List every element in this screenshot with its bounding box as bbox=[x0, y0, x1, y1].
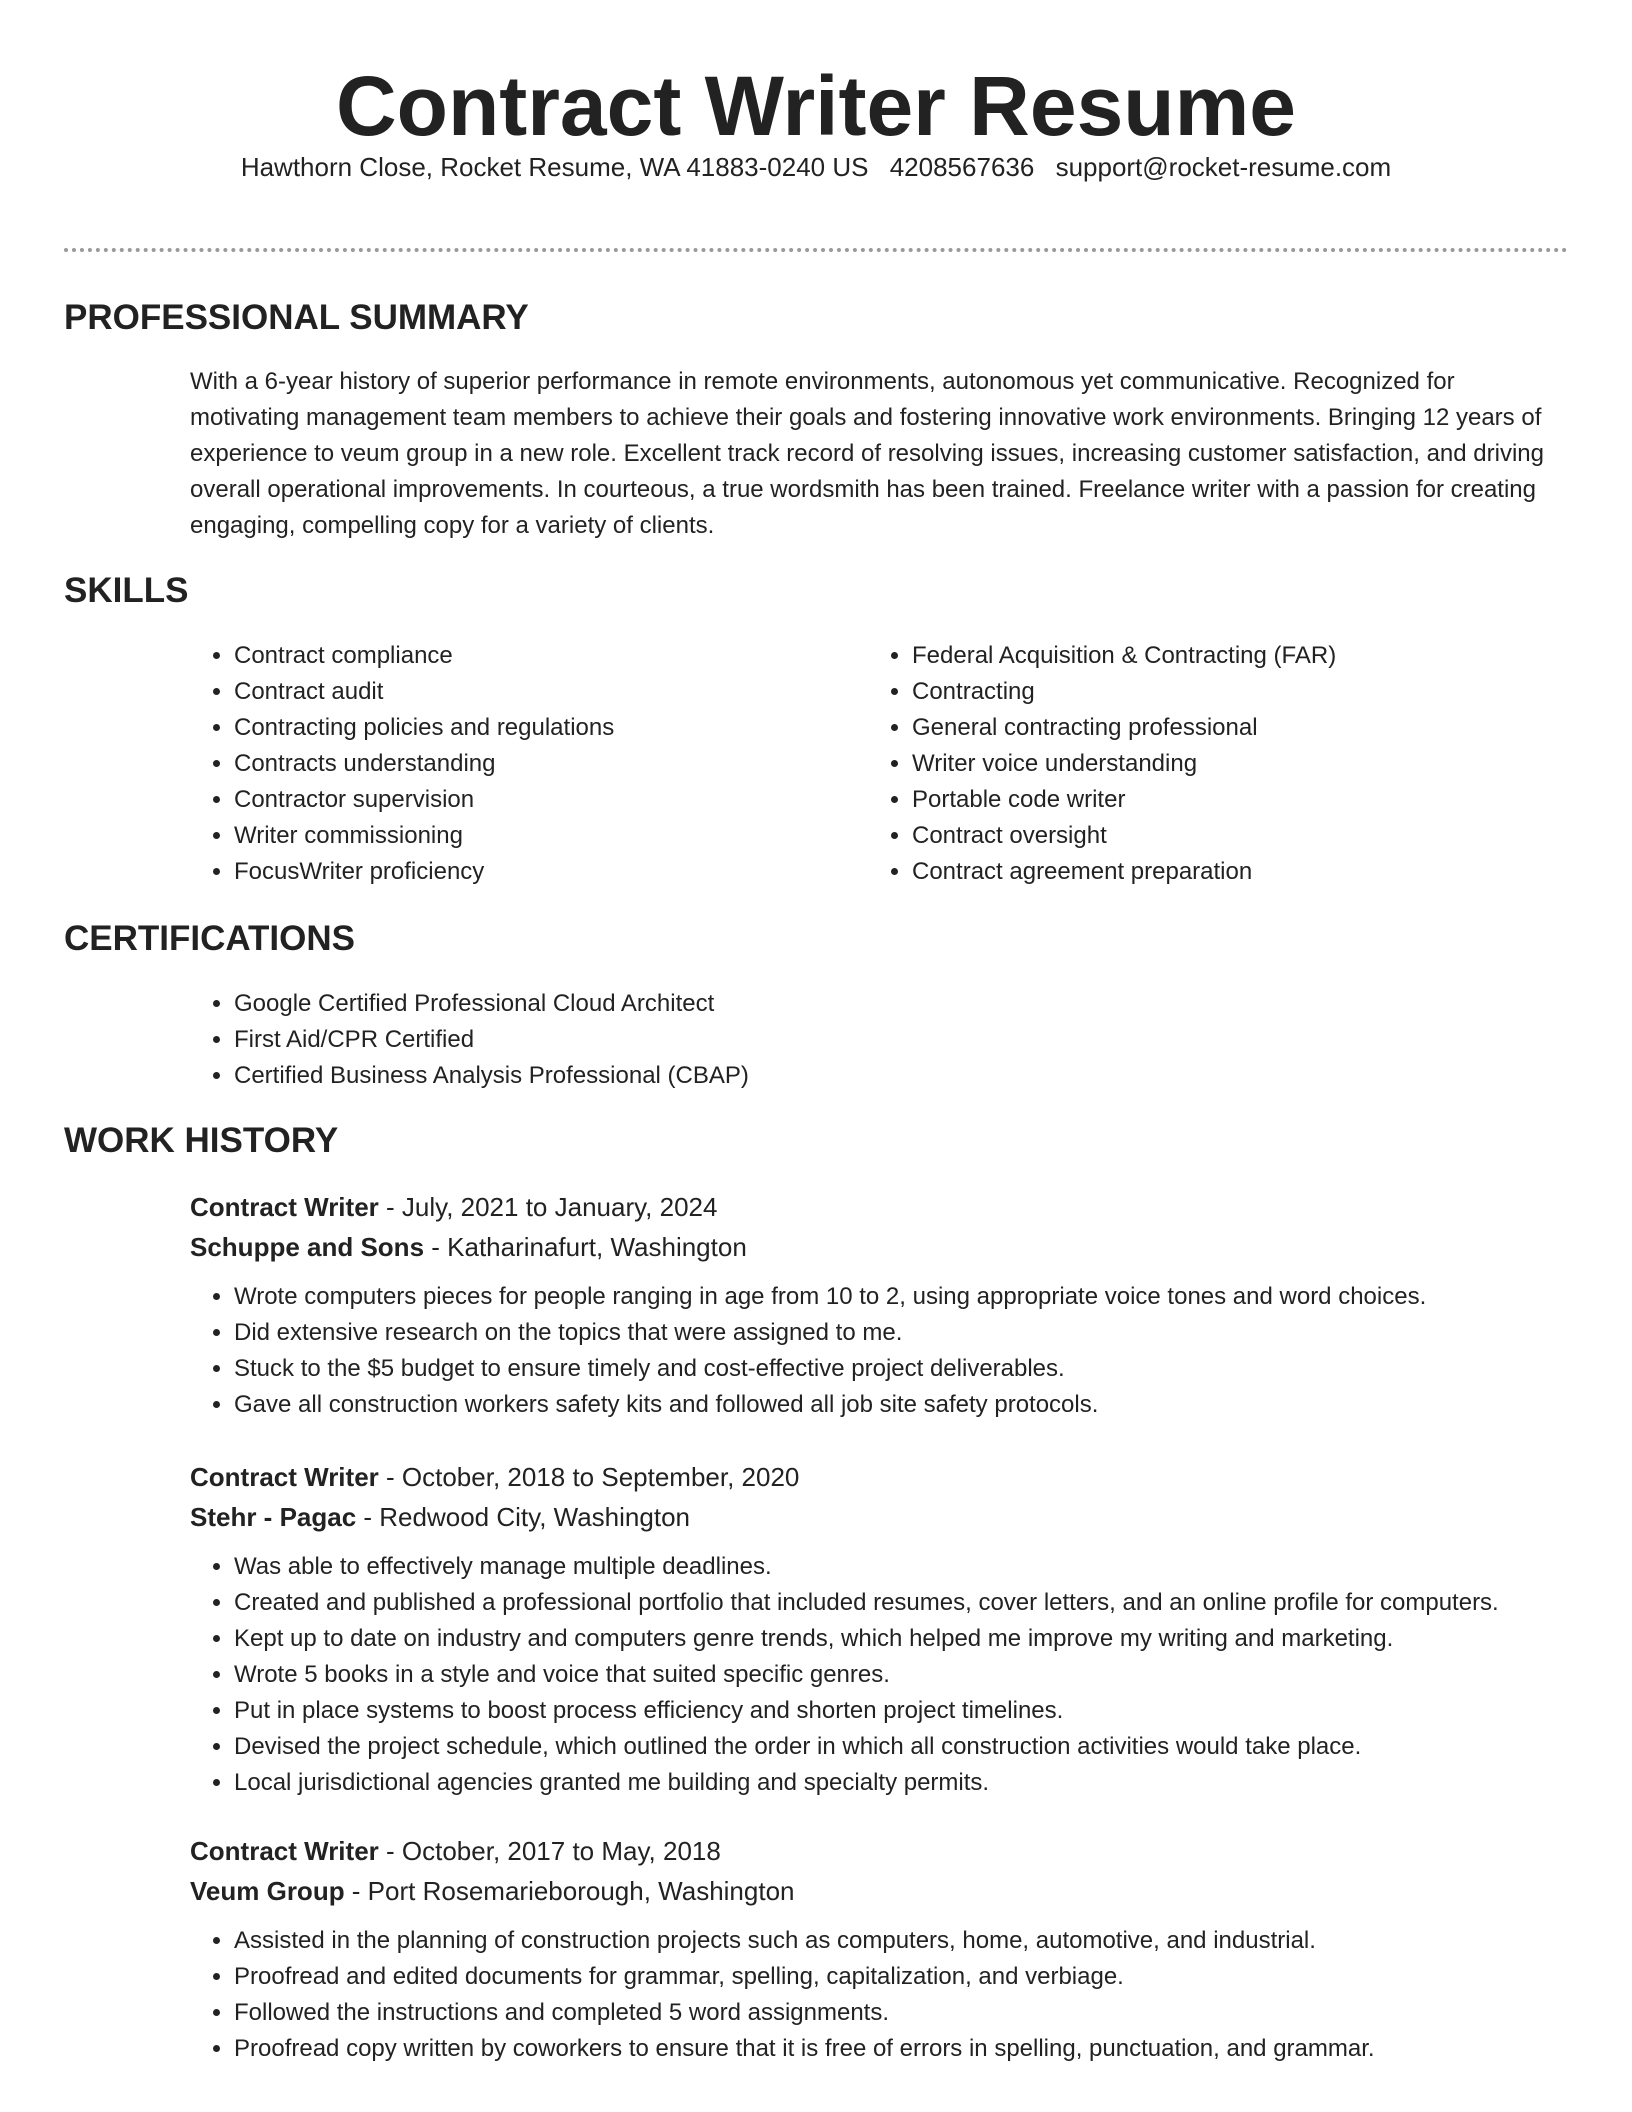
job-bullet: • Devised the project schedule, which outlined the order in which all construction activities would take place. bbox=[234, 1729, 1568, 1765]
certification-item: • Certified Business Analysis Professional (CBAP) bbox=[234, 1058, 749, 1094]
job-bullet: • Wrote 5 books in a style and voice that suited specific genres. bbox=[234, 1657, 1568, 1693]
skill-item: • Contractor supervision bbox=[234, 782, 830, 818]
contact-phone: 4208567636 bbox=[889, 152, 1035, 182]
summary-text: With a 6-year history of superior performance in remote environments, autonomous yet communicative. Recognized for motivating management team members to achieve their goals and fostering innovative work environments. Bringing 12 years of experience to veum group in a new role. Excellent track record of resolving issues, increasing customer satisfaction, and driving overall operational improvements. In courteous, a true wordsmith has been trained. Freelance writer with a passion for creating engaging, compelling copy for a variety of clients. bbox=[190, 368, 1544, 539]
contact-address: Hawthorn Close, Rocket Resume, WA 41883-0240 US bbox=[240, 152, 869, 182]
skill-item: • Contract compliance bbox=[234, 638, 830, 674]
job-bullet: • Local jurisdictional agencies granted me building and specialty permits. bbox=[234, 1765, 1568, 1801]
contact-line bbox=[0, 150, 1632, 184]
job-location: - Port Rosemarieborough, Washington bbox=[344, 1876, 795, 1906]
job-role: Contract Writer bbox=[190, 1836, 379, 1866]
job-bullets bbox=[190, 1279, 1568, 1423]
certification-item: • Google Certified Professional Cloud Architect bbox=[234, 986, 749, 1022]
job-company: Veum Group bbox=[190, 1876, 345, 1906]
certifications-block bbox=[190, 986, 749, 1094]
skill-item: • Portable code writer bbox=[912, 782, 1508, 818]
section-title-work-history: WORK HISTORY bbox=[64, 1121, 339, 1160]
certifications-list bbox=[190, 986, 749, 1094]
job-role: Contract Writer bbox=[190, 1192, 379, 1222]
job-location: - Redwood City, Washington bbox=[356, 1502, 690, 1532]
job-bullet: • Kept up to date on industry and computers genre trends, which helped me improve my writing and marketing. bbox=[234, 1621, 1568, 1657]
header-divider bbox=[64, 248, 1568, 252]
job-entry bbox=[190, 1187, 1568, 1423]
skill-item: • General contracting professional bbox=[912, 710, 1508, 746]
job-company-line bbox=[190, 1871, 1568, 1911]
skill-item: • Contract agreement preparation bbox=[912, 854, 1508, 890]
job-location: - Katharinafurt, Washington bbox=[424, 1232, 747, 1262]
section-title-certifications: CERTIFICATIONS bbox=[64, 919, 356, 958]
job-company: Schuppe and Sons bbox=[190, 1232, 425, 1262]
skills-list-left bbox=[190, 638, 830, 890]
job-bullet: • Proofread and edited documents for grammar, spelling, capitalization, and verbiage. bbox=[234, 1959, 1568, 1995]
job-bullet: • Followed the instructions and completed 5 word assignments. bbox=[234, 1995, 1568, 2031]
resume-title: Contract Writer Resume bbox=[335, 59, 1296, 153]
skills-column-right bbox=[868, 638, 1508, 890]
contact-email: support@rocket-resume.com bbox=[1055, 152, 1392, 182]
job-bullet: • Stuck to the $5 budget to ensure timely and cost-effective project deliverables. bbox=[234, 1351, 1568, 1387]
job-role-line bbox=[190, 1187, 1568, 1227]
skill-item: • Contract oversight bbox=[912, 818, 1508, 854]
job-bullets bbox=[190, 1549, 1568, 1801]
job-company: Stehr - Pagac bbox=[190, 1502, 357, 1532]
skill-item: • FocusWriter proficiency bbox=[234, 854, 830, 890]
job-entry bbox=[190, 1457, 1568, 1801]
skills-list-right bbox=[868, 638, 1508, 890]
job-bullets bbox=[190, 1923, 1568, 2067]
job-bullet: • Put in place systems to boost process efficiency and shorten project timelines. bbox=[234, 1693, 1568, 1729]
job-bullet: • Gave all construction workers safety kits and followed all job site safety protocols. bbox=[234, 1387, 1568, 1423]
skill-item: • Writer commissioning bbox=[234, 818, 830, 854]
job-role-line bbox=[190, 1457, 1568, 1497]
job-bullet: • Created and published a professional portfolio that included resumes, cover letters, and an online profile for computers. bbox=[234, 1585, 1568, 1621]
skill-item: • Writer voice understanding bbox=[912, 746, 1508, 782]
job-bullet: • Was able to effectively manage multiple deadlines. bbox=[234, 1549, 1568, 1585]
job-company-line bbox=[190, 1497, 1568, 1537]
job-bullet: • Did extensive research on the topics that were assigned to me. bbox=[234, 1315, 1568, 1351]
section-title-summary: PROFESSIONAL SUMMARY bbox=[64, 298, 529, 337]
certification-item: • First Aid/CPR Certified bbox=[234, 1022, 749, 1058]
skill-item: • Contracts understanding bbox=[234, 746, 830, 782]
job-bullet: • Assisted in the planning of construction projects such as computers, home, automotive, and industrial. bbox=[234, 1923, 1568, 1959]
section-title-skills: SKILLS bbox=[64, 571, 189, 610]
skill-item: • Contracting bbox=[912, 674, 1508, 710]
job-dates: - July, 2021 to January, 2024 bbox=[378, 1192, 718, 1222]
job-entry bbox=[190, 1831, 1568, 2067]
job-dates: - October, 2018 to September, 2020 bbox=[378, 1462, 800, 1492]
job-role-line bbox=[190, 1831, 1568, 1871]
job-dates: - October, 2017 to May, 2018 bbox=[378, 1836, 721, 1866]
skills-column-left bbox=[190, 638, 830, 890]
job-bullet: • Wrote computers pieces for people ranging in age from 10 to 2, using appropriate voice tones and word choices. bbox=[234, 1279, 1568, 1315]
skill-item: • Contracting policies and regulations bbox=[234, 710, 830, 746]
job-company-line bbox=[190, 1227, 1568, 1267]
job-bullet: • Proofread copy written by coworkers to ensure that it is free of errors in spelling, punctuation, and grammar. bbox=[234, 2031, 1568, 2067]
skill-item: • Contract audit bbox=[234, 674, 830, 710]
job-role: Contract Writer bbox=[190, 1462, 379, 1492]
skill-item: • Federal Acquisition & Contracting (FAR) bbox=[912, 638, 1508, 674]
